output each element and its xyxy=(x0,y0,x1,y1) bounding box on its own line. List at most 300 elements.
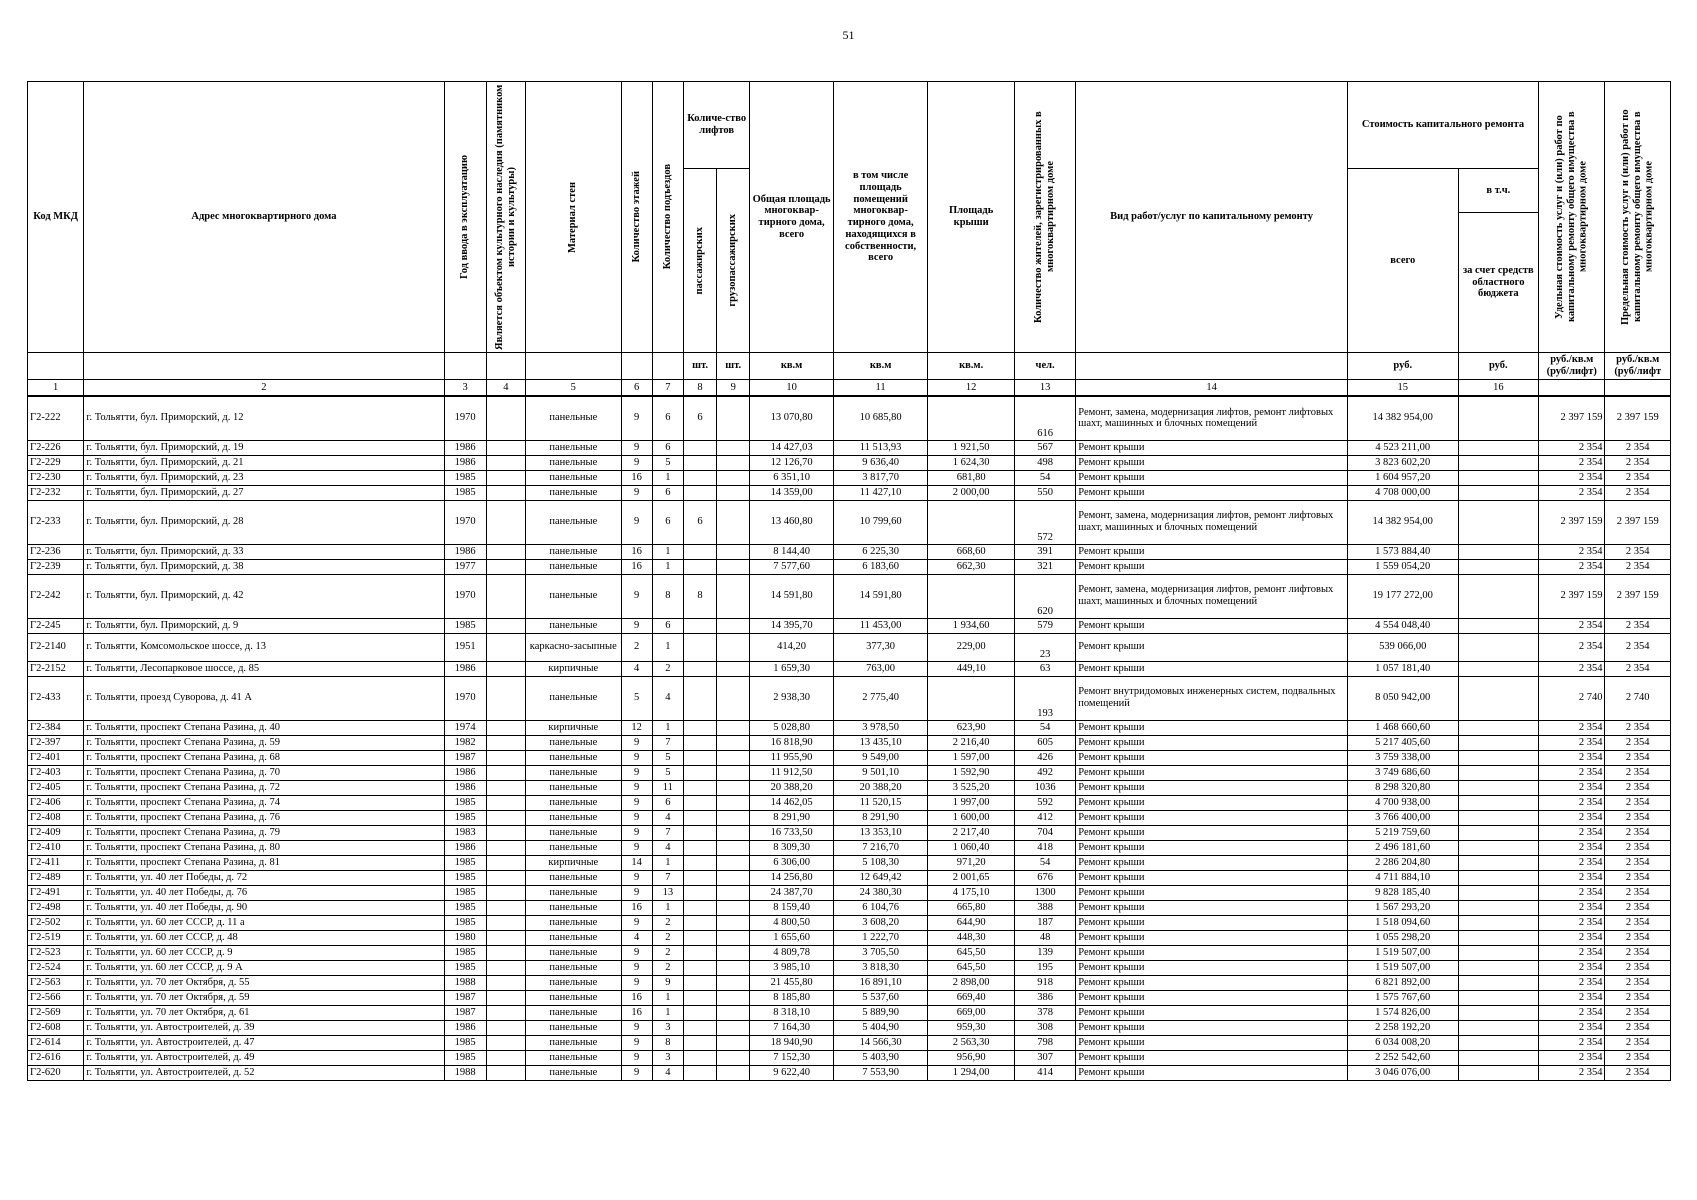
entrances: 1 xyxy=(652,544,683,559)
year: 1980 xyxy=(444,930,486,945)
residents: 567 xyxy=(1014,440,1075,455)
roof-area: 449,10 xyxy=(928,661,1015,676)
work-type: Ремонт крыши xyxy=(1076,810,1348,825)
floors: 9 xyxy=(621,915,652,930)
cost-total: 19 177 272,00 xyxy=(1347,574,1458,618)
address: г. Тольятти, проспект Степана Разина, д. 76 xyxy=(84,810,444,825)
table-row xyxy=(28,1065,1671,1080)
cost-regional xyxy=(1458,440,1539,455)
lifts-passenger xyxy=(683,840,716,855)
wall-material: панельные xyxy=(526,885,622,900)
table-row xyxy=(28,765,1671,780)
table-row xyxy=(28,455,1671,470)
work-type: Ремонт крыши xyxy=(1076,915,1348,930)
owned-area: 7 216,70 xyxy=(833,840,928,855)
heritage xyxy=(486,765,525,780)
address: г. Тольятти, проспект Степана Разина, д. 72 xyxy=(84,780,444,795)
work-type: Ремонт крыши xyxy=(1076,855,1348,870)
unit-cost: 2 354 xyxy=(1539,870,1605,885)
header-cost: Стоимость капитального ремонта xyxy=(1347,82,1538,169)
unit-cost: 2 354 xyxy=(1539,544,1605,559)
wall-material: панельные xyxy=(526,396,622,440)
owned-area: 377,30 xyxy=(833,633,928,661)
max-cost: 2 354 xyxy=(1605,855,1671,870)
heritage xyxy=(486,676,525,720)
table-row xyxy=(28,945,1671,960)
table-row xyxy=(28,1020,1671,1035)
address: г. Тольятти, ул. 70 лет Октября, д. 61 xyxy=(84,1005,444,1020)
wall-material: панельные xyxy=(526,975,622,990)
cost-regional xyxy=(1458,735,1539,750)
work-type: Ремонт крыши xyxy=(1076,470,1348,485)
address: г. Тольятти, бул. Приморский, д. 21 xyxy=(84,455,444,470)
cost-regional xyxy=(1458,544,1539,559)
cost-total: 14 382 954,00 xyxy=(1347,396,1458,440)
cost-regional xyxy=(1458,618,1539,633)
year: 1970 xyxy=(444,500,486,544)
year: 1986 xyxy=(444,765,486,780)
address: г. Тольятти, ул. 60 лет СССР, д. 48 xyxy=(84,930,444,945)
residents: 605 xyxy=(1014,735,1075,750)
owned-area: 2 775,40 xyxy=(833,676,928,720)
unit-sqm-total: кв.м xyxy=(750,353,834,380)
floors: 5 xyxy=(621,676,652,720)
unit-cost: 2 354 xyxy=(1539,825,1605,840)
year: 1985 xyxy=(444,915,486,930)
table-row xyxy=(28,544,1671,559)
max-cost: 2 354 xyxy=(1605,990,1671,1005)
cost-regional xyxy=(1458,975,1539,990)
lifts-passenger xyxy=(683,1035,716,1050)
year: 1986 xyxy=(444,440,486,455)
unit-cost: 2 354 xyxy=(1539,1050,1605,1065)
heritage xyxy=(486,780,525,795)
entrances: 4 xyxy=(652,810,683,825)
work-type: Ремонт крыши xyxy=(1076,795,1348,810)
floors: 9 xyxy=(621,765,652,780)
roof-area: 681,80 xyxy=(928,470,1015,485)
floors: 4 xyxy=(621,930,652,945)
roof-area: 1 997,00 xyxy=(928,795,1015,810)
header-floors: Количество этажей xyxy=(630,171,642,263)
table-row xyxy=(28,396,1671,440)
owned-area: 3 817,70 xyxy=(833,470,928,485)
entrances: 1 xyxy=(652,720,683,735)
floors: 9 xyxy=(621,750,652,765)
cost-total: 5 217 405,60 xyxy=(1347,735,1458,750)
unit-cost: 2 354 xyxy=(1539,930,1605,945)
floors: 9 xyxy=(621,1050,652,1065)
roof-area xyxy=(928,676,1015,720)
total-area: 414,20 xyxy=(750,633,834,661)
owned-area: 3 608,20 xyxy=(833,915,928,930)
cost-regional xyxy=(1458,470,1539,485)
heritage xyxy=(486,1065,525,1080)
cost-regional xyxy=(1458,396,1539,440)
total-area: 7 164,30 xyxy=(750,1020,834,1035)
wall-material: панельные xyxy=(526,825,622,840)
cost-regional xyxy=(1458,559,1539,574)
cost-total: 1 519 507,00 xyxy=(1347,945,1458,960)
roof-area: 1 592,90 xyxy=(928,765,1015,780)
lifts-cargo xyxy=(717,900,750,915)
entrances: 2 xyxy=(652,661,683,676)
table-row xyxy=(28,855,1671,870)
entrances: 8 xyxy=(652,1035,683,1050)
floors: 2 xyxy=(621,633,652,661)
mkd-code: Г2-384 xyxy=(28,720,84,735)
unit-cost: 2 354 xyxy=(1539,810,1605,825)
lifts-cargo xyxy=(717,500,750,544)
year: 1986 xyxy=(444,840,486,855)
floors: 9 xyxy=(621,574,652,618)
lifts-passenger xyxy=(683,870,716,885)
work-type: Ремонт крыши xyxy=(1076,618,1348,633)
roof-area: 645,50 xyxy=(928,960,1015,975)
unit-cost: 2 397 159 xyxy=(1539,396,1605,440)
header-cost-total: всего xyxy=(1347,169,1458,353)
owned-area: 5 108,30 xyxy=(833,855,928,870)
wall-material: панельные xyxy=(526,945,622,960)
entrances: 1 xyxy=(652,990,683,1005)
address: г. Тольятти, Лесопарковое шоссе, д. 85 xyxy=(84,661,444,676)
work-type: Ремонт крыши xyxy=(1076,750,1348,765)
roof-area: 959,30 xyxy=(928,1020,1015,1035)
owned-area: 14 591,80 xyxy=(833,574,928,618)
floors: 14 xyxy=(621,855,652,870)
floors: 9 xyxy=(621,945,652,960)
header-address: Адрес многоквартирного дома xyxy=(84,82,444,353)
cost-regional xyxy=(1458,780,1539,795)
unit-rub-total: руб. xyxy=(1347,353,1458,380)
residents: 307 xyxy=(1014,1050,1075,1065)
lifts-cargo xyxy=(717,544,750,559)
lifts-passenger xyxy=(683,1050,716,1065)
residents: 426 xyxy=(1014,750,1075,765)
work-type: Ремонт, замена, модернизация лифтов, ремонт лифтовых шахт, машинных и блочных помещений xyxy=(1076,574,1348,618)
heritage xyxy=(486,1020,525,1035)
entrances: 5 xyxy=(652,455,683,470)
lifts-cargo xyxy=(717,633,750,661)
year: 1970 xyxy=(444,574,486,618)
cost-total: 2 496 181,60 xyxy=(1347,840,1458,855)
lifts-passenger xyxy=(683,825,716,840)
wall-material: панельные xyxy=(526,735,622,750)
wall-material: панельные xyxy=(526,810,622,825)
roof-area: 1 294,00 xyxy=(928,1065,1015,1080)
cost-regional xyxy=(1458,990,1539,1005)
work-type: Ремонт крыши xyxy=(1076,1050,1348,1065)
wall-material: кирпичные xyxy=(526,855,622,870)
work-type: Ремонт крыши xyxy=(1076,633,1348,661)
heritage xyxy=(486,440,525,455)
lifts-passenger xyxy=(683,930,716,945)
cost-total: 1 574 826,00 xyxy=(1347,1005,1458,1020)
table-row xyxy=(28,470,1671,485)
floors: 9 xyxy=(621,735,652,750)
cost-regional xyxy=(1458,1005,1539,1020)
unit-cost: 2 354 xyxy=(1539,960,1605,975)
residents: 918 xyxy=(1014,975,1075,990)
lifts-passenger xyxy=(683,440,716,455)
owned-area: 11 520,15 xyxy=(833,795,928,810)
lifts-passenger xyxy=(683,1020,716,1035)
floors: 9 xyxy=(621,1065,652,1080)
table-row xyxy=(28,810,1671,825)
unit-cost: 2 354 xyxy=(1539,559,1605,574)
lifts-cargo xyxy=(717,1035,750,1050)
header-lifts: Количе-ство лифтов xyxy=(683,82,749,169)
table-row xyxy=(28,990,1671,1005)
max-cost: 2 354 xyxy=(1605,840,1671,855)
wall-material: панельные xyxy=(526,470,622,485)
owned-area: 20 388,20 xyxy=(833,780,928,795)
roof-area: 2 563,30 xyxy=(928,1035,1015,1050)
lifts-cargo xyxy=(717,870,750,885)
residents: 492 xyxy=(1014,765,1075,780)
roof-area: 2 898,00 xyxy=(928,975,1015,990)
header-residents: Количество жителей, зарегистрированных в многоквартирном доме xyxy=(1033,111,1057,323)
roof-area: 2 217,40 xyxy=(928,825,1015,840)
mkd-code: Г2-523 xyxy=(28,945,84,960)
mkd-code: Г2-489 xyxy=(28,870,84,885)
residents: 54 xyxy=(1014,720,1075,735)
table-row xyxy=(28,676,1671,720)
wall-material: панельные xyxy=(526,1050,622,1065)
roof-area: 644,90 xyxy=(928,915,1015,930)
unit-cost: 2 354 xyxy=(1539,1020,1605,1035)
mkd-code: Г2-401 xyxy=(28,750,84,765)
total-area: 1 655,60 xyxy=(750,930,834,945)
lifts-cargo xyxy=(717,1005,750,1020)
header-heritage: Является объектом культурного наследия (памятником истории и культуры) xyxy=(494,84,517,350)
table-row xyxy=(28,975,1671,990)
address: г. Тольятти, бул. Приморский, д. 9 xyxy=(84,618,444,633)
entrances: 1 xyxy=(652,559,683,574)
heritage xyxy=(486,720,525,735)
lifts-passenger xyxy=(683,810,716,825)
header-unit-cost: Удельная стоимость услуг и (или) работ по капитальному ремонту общего имущества в многоквартирном доме xyxy=(1554,111,1589,323)
lifts-cargo xyxy=(717,455,750,470)
entrances: 1 xyxy=(652,470,683,485)
heritage xyxy=(486,870,525,885)
mkd-code: Г2-608 xyxy=(28,1020,84,1035)
residents: 48 xyxy=(1014,930,1075,945)
total-area: 14 427,03 xyxy=(750,440,834,455)
unit-cost: 2 740 xyxy=(1539,676,1605,720)
lifts-passenger xyxy=(683,544,716,559)
address: г. Тольятти, Комсомольское шоссе, д. 13 xyxy=(84,633,444,661)
table-row xyxy=(28,1035,1671,1050)
residents: 498 xyxy=(1014,455,1075,470)
wall-material: каркасно-засыпные xyxy=(526,633,622,661)
address: г. Тольятти, ул. Автостроителей, д. 39 xyxy=(84,1020,444,1035)
wall-material: панельные xyxy=(526,455,622,470)
cost-regional xyxy=(1458,633,1539,661)
address: г. Тольятти, проспект Степана Разина, д. 40 xyxy=(84,720,444,735)
total-area: 9 622,40 xyxy=(750,1065,834,1080)
roof-area xyxy=(928,574,1015,618)
residents: 378 xyxy=(1014,1005,1075,1020)
total-area: 13 460,80 xyxy=(750,500,834,544)
max-cost: 2 354 xyxy=(1605,455,1671,470)
roof-area: 669,40 xyxy=(928,990,1015,1005)
mkd-code: Г2-614 xyxy=(28,1035,84,1050)
entrances: 7 xyxy=(652,825,683,840)
lifts-passenger xyxy=(683,900,716,915)
wall-material: панельные xyxy=(526,990,622,1005)
lifts-passenger xyxy=(683,470,716,485)
cost-regional xyxy=(1458,750,1539,765)
table-row xyxy=(28,825,1671,840)
wall-material: панельные xyxy=(526,676,622,720)
entrances: 7 xyxy=(652,870,683,885)
roof-area: 448,30 xyxy=(928,930,1015,945)
address: г. Тольятти, ул. Автостроителей, д. 47 xyxy=(84,1035,444,1050)
wall-material: панельные xyxy=(526,870,622,885)
floors: 9 xyxy=(621,840,652,855)
year: 1951 xyxy=(444,633,486,661)
mkd-code: Г2-519 xyxy=(28,930,84,945)
lifts-passenger: 6 xyxy=(683,500,716,544)
lifts-cargo xyxy=(717,975,750,990)
lifts-passenger xyxy=(683,1065,716,1080)
unit-cost: 2 354 xyxy=(1539,485,1605,500)
entrances: 2 xyxy=(652,960,683,975)
year: 1988 xyxy=(444,1065,486,1080)
heritage xyxy=(486,825,525,840)
col-number: 12 xyxy=(928,380,1015,397)
entrances: 4 xyxy=(652,840,683,855)
total-area: 6 306,00 xyxy=(750,855,834,870)
address: г. Тольятти, бул. Приморский, д. 42 xyxy=(84,574,444,618)
address: г. Тольятти, проспект Степана Разина, д. 81 xyxy=(84,855,444,870)
roof-area: 229,00 xyxy=(928,633,1015,661)
max-cost: 2 354 xyxy=(1605,1005,1671,1020)
cost-total: 1 559 054,20 xyxy=(1347,559,1458,574)
cost-regional xyxy=(1458,1065,1539,1080)
cost-regional xyxy=(1458,574,1539,618)
unit-cost: 2 354 xyxy=(1539,945,1605,960)
wall-material: панельные xyxy=(526,544,622,559)
year: 1985 xyxy=(444,810,486,825)
lifts-passenger xyxy=(683,485,716,500)
lifts-cargo xyxy=(717,825,750,840)
year: 1986 xyxy=(444,544,486,559)
work-type: Ремонт крыши xyxy=(1076,1005,1348,1020)
address: г. Тольятти, ул. 60 лет СССР, д. 11 а xyxy=(84,915,444,930)
work-type: Ремонт крыши xyxy=(1076,900,1348,915)
header-material: Материал стен xyxy=(567,181,579,253)
entrances: 3 xyxy=(652,1020,683,1035)
year: 1983 xyxy=(444,825,486,840)
table-row xyxy=(28,559,1671,574)
year: 1986 xyxy=(444,780,486,795)
work-type: Ремонт крыши xyxy=(1076,765,1348,780)
heritage xyxy=(486,1005,525,1020)
floors: 9 xyxy=(621,780,652,795)
table-row xyxy=(28,720,1671,735)
cost-total: 3 046 076,00 xyxy=(1347,1065,1458,1080)
floors: 9 xyxy=(621,960,652,975)
unit-cost: 2 354 xyxy=(1539,455,1605,470)
lifts-cargo xyxy=(717,915,750,930)
residents: 579 xyxy=(1014,618,1075,633)
cost-total: 3 749 686,60 xyxy=(1347,765,1458,780)
entrances: 4 xyxy=(652,676,683,720)
cost-regional xyxy=(1458,720,1539,735)
owned-area: 3 705,50 xyxy=(833,945,928,960)
lifts-passenger xyxy=(683,750,716,765)
cost-total: 1 604 957,20 xyxy=(1347,470,1458,485)
cost-total: 8 050 942,00 xyxy=(1347,676,1458,720)
lifts-cargo xyxy=(717,720,750,735)
total-area: 16 733,50 xyxy=(750,825,834,840)
year: 1974 xyxy=(444,720,486,735)
header-total-area: Общая площадь многоквар-тирного дома, всего xyxy=(750,82,834,353)
residents: 187 xyxy=(1014,915,1075,930)
total-area: 14 359,00 xyxy=(750,485,834,500)
work-type: Ремонт крыши xyxy=(1076,661,1348,676)
cost-total: 1 575 767,60 xyxy=(1347,990,1458,1005)
header-cost-incl: в т.ч. xyxy=(1458,169,1539,213)
page-number: 51 xyxy=(842,28,855,42)
total-area: 3 985,10 xyxy=(750,960,834,975)
lifts-cargo xyxy=(717,750,750,765)
table-row xyxy=(28,485,1671,500)
residents: 1036 xyxy=(1014,780,1075,795)
work-type: Ремонт крыши xyxy=(1076,544,1348,559)
max-cost: 2 354 xyxy=(1605,1065,1671,1080)
col-number: 2 xyxy=(84,380,444,397)
year: 1985 xyxy=(444,960,486,975)
year: 1970 xyxy=(444,396,486,440)
heritage xyxy=(486,975,525,990)
roof-area: 2 001,65 xyxy=(928,870,1015,885)
floors: 16 xyxy=(621,900,652,915)
owned-area: 14 566,30 xyxy=(833,1035,928,1050)
wall-material: панельные xyxy=(526,780,622,795)
header-lifts-passenger: пассажирских xyxy=(694,226,706,295)
cost-regional xyxy=(1458,960,1539,975)
floors: 9 xyxy=(621,396,652,440)
unit-cost: 2 354 xyxy=(1539,470,1605,485)
mkd-code: Г2-498 xyxy=(28,900,84,915)
cost-total: 539 066,00 xyxy=(1347,633,1458,661)
lifts-cargo xyxy=(717,930,750,945)
lifts-cargo xyxy=(717,396,750,440)
owned-area: 6 104,76 xyxy=(833,900,928,915)
work-type: Ремонт внутридомовых инженерных систем, подвальных помещений xyxy=(1076,676,1348,720)
unit-cost: 2 354 xyxy=(1539,900,1605,915)
lifts-cargo xyxy=(717,765,750,780)
mkd-code: Г2-408 xyxy=(28,810,84,825)
heritage xyxy=(486,485,525,500)
total-area: 8 185,80 xyxy=(750,990,834,1005)
heritage xyxy=(486,795,525,810)
work-type: Ремонт крыши xyxy=(1076,990,1348,1005)
address: г. Тольятти, бул. Приморский, д. 38 xyxy=(84,559,444,574)
cost-total: 2 286 204,80 xyxy=(1347,855,1458,870)
floors: 9 xyxy=(621,795,652,810)
lifts-passenger xyxy=(683,885,716,900)
entrances: 6 xyxy=(652,440,683,455)
mkd-code: Г2-405 xyxy=(28,780,84,795)
header-lifts-cargo: грузопассажирских xyxy=(727,214,739,307)
residents: 308 xyxy=(1014,1020,1075,1035)
max-cost: 2 354 xyxy=(1605,810,1671,825)
header-owned-area: в том числе площадь помещений многоквар-тирного дома, находящихся в собственности, всего xyxy=(833,82,928,353)
